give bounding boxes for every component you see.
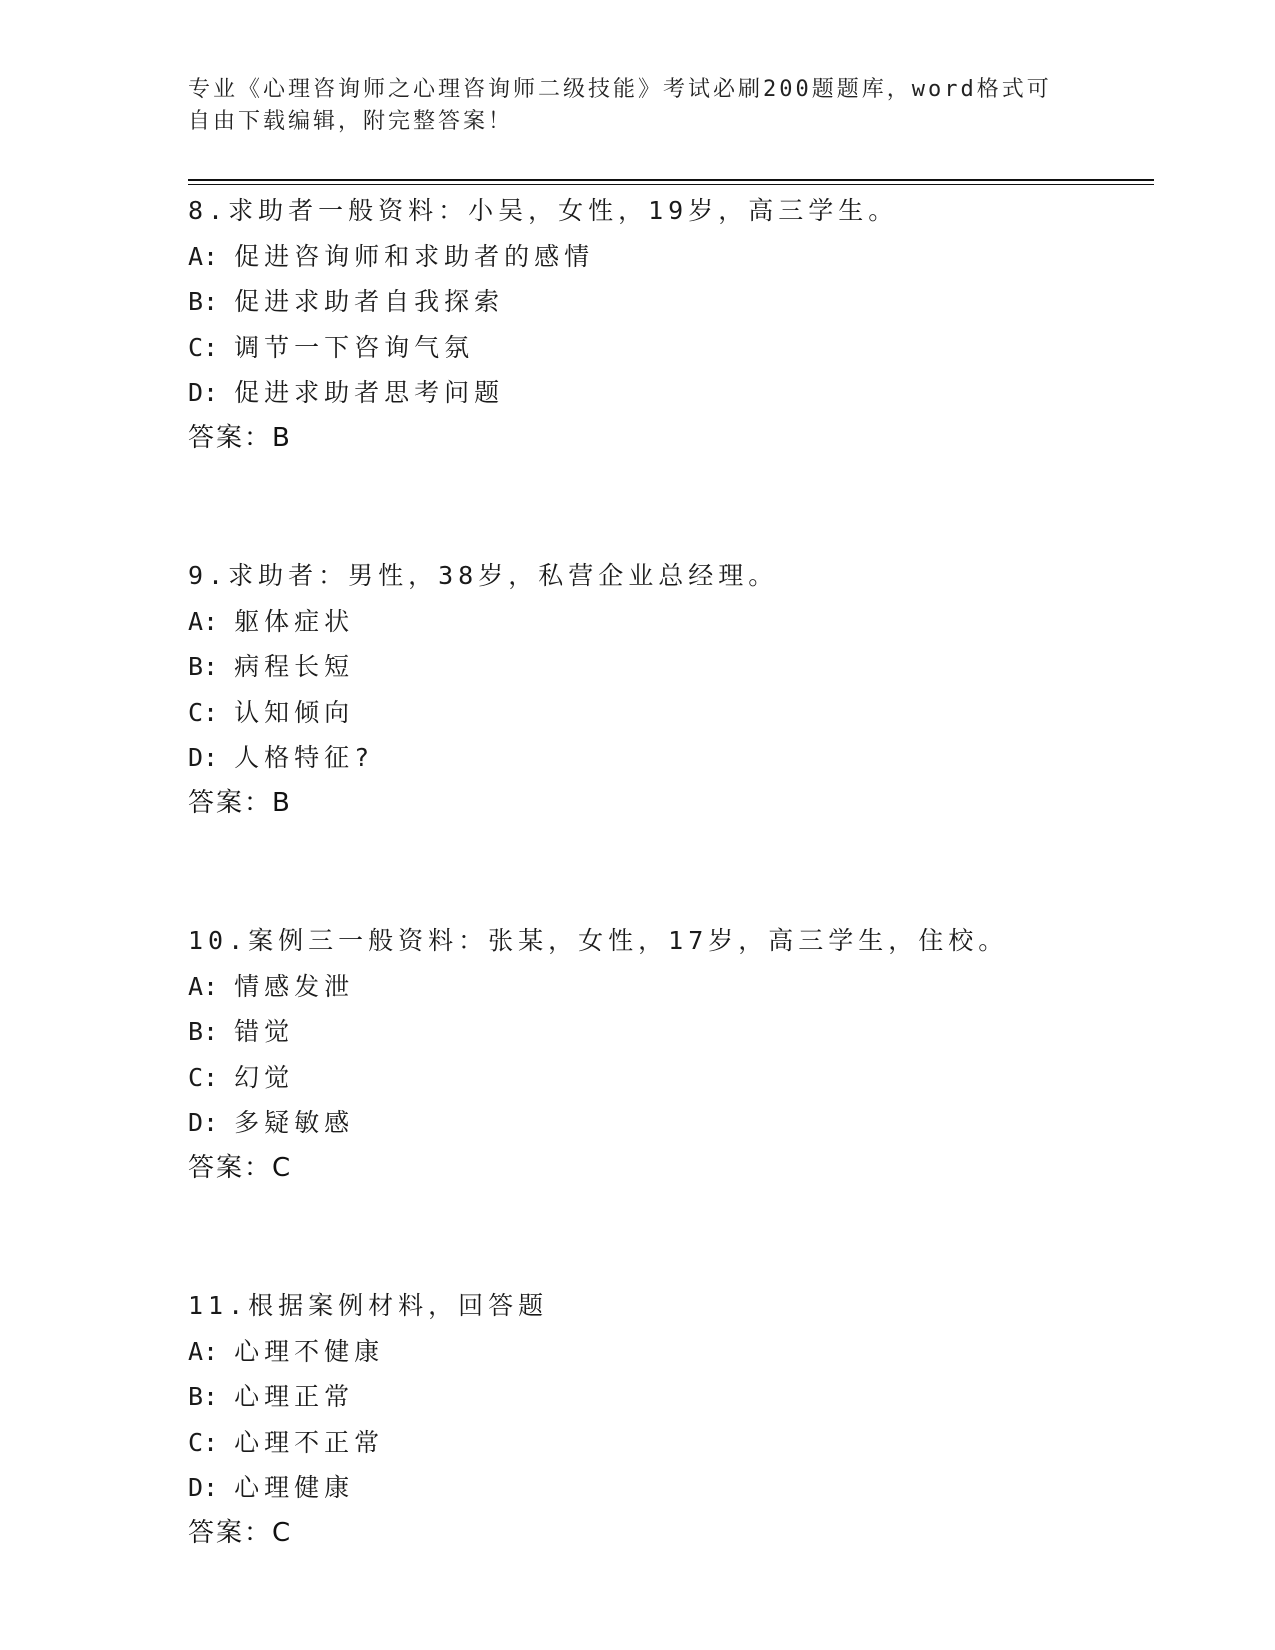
option-b bbox=[188, 644, 1168, 690]
option-label: D: bbox=[188, 1473, 219, 1502]
option-label: B: bbox=[188, 287, 219, 316]
option-text: 心理不正常 bbox=[234, 1427, 385, 1457]
option-text: 促进求助者自我探索 bbox=[234, 287, 505, 316]
option-label: A: bbox=[188, 606, 219, 636]
option-text: 心理健康 bbox=[234, 1473, 355, 1502]
option-text: 促进求助者思考问题 bbox=[234, 378, 505, 407]
option-label: A: bbox=[188, 1336, 219, 1366]
question-stem: 10.案例三一般资料：张某，女性，17岁，高三学生，住校。 bbox=[188, 926, 1009, 955]
answer-line: 答案：B bbox=[188, 422, 292, 453]
option-b bbox=[188, 1009, 1168, 1055]
option-label: C: bbox=[188, 332, 219, 362]
question-9 bbox=[188, 553, 1168, 826]
question-spacer bbox=[188, 461, 1168, 553]
option-label: C: bbox=[188, 1427, 219, 1457]
option-text: 人格特征? bbox=[234, 743, 375, 772]
option-label: C: bbox=[188, 1062, 219, 1092]
option-d bbox=[188, 735, 1168, 781]
option-d bbox=[188, 1100, 1168, 1146]
question-stem: 8.求助者一般资料：小吴，女性，19岁，高三学生。 bbox=[188, 196, 899, 225]
option-text: 情感发泄 bbox=[234, 971, 355, 1001]
option-text: 促进咨询师和求助者的感情 bbox=[234, 241, 595, 271]
option-label: D: bbox=[188, 1108, 219, 1137]
option-label: D: bbox=[188, 743, 219, 772]
option-label: A: bbox=[188, 241, 219, 271]
document-header-description: 专业《心理咨询师之心理咨询师二级技能》考试必刷200题题库，word格式可自由下载编辑，附完整答案！ bbox=[188, 77, 1052, 134]
option-text: 调节一下咨询气氛 bbox=[234, 332, 475, 362]
option-label: D: bbox=[188, 378, 219, 407]
option-label: B: bbox=[188, 1382, 219, 1411]
option-text: 多疑敏感 bbox=[234, 1108, 355, 1137]
option-a bbox=[188, 234, 1168, 280]
question-stem: 9.求助者：男性，38岁，私营企业总经理。 bbox=[188, 561, 779, 590]
option-text: 心理正常 bbox=[234, 1382, 355, 1411]
option-c bbox=[188, 325, 1168, 371]
option-text: 病程长短 bbox=[234, 652, 355, 681]
option-label: A: bbox=[188, 971, 219, 1001]
header-divider bbox=[188, 179, 1154, 185]
question-spacer bbox=[188, 826, 1168, 918]
option-d bbox=[188, 370, 1168, 416]
option-a bbox=[188, 599, 1168, 645]
option-text: 心理不健康 bbox=[234, 1336, 385, 1366]
option-label: C: bbox=[188, 697, 219, 727]
option-text: 幻觉 bbox=[234, 1062, 295, 1092]
answer-line: 答案：C bbox=[188, 1517, 293, 1548]
option-text: 认知倾向 bbox=[234, 697, 355, 727]
option-text: 错觉 bbox=[234, 1017, 295, 1046]
question-spacer bbox=[188, 1191, 1168, 1283]
option-label: B: bbox=[188, 1017, 219, 1046]
option-b bbox=[188, 279, 1168, 325]
answer-line: 答案：C bbox=[188, 1152, 293, 1183]
question-11 bbox=[188, 1283, 1168, 1556]
option-c bbox=[188, 1420, 1168, 1466]
option-c bbox=[188, 1055, 1168, 1101]
option-d bbox=[188, 1465, 1168, 1511]
option-b bbox=[188, 1374, 1168, 1420]
option-text: 躯体症状 bbox=[234, 606, 355, 636]
option-c bbox=[188, 690, 1168, 736]
question-8 bbox=[188, 188, 1168, 461]
option-a bbox=[188, 964, 1168, 1010]
question-stem: 11.根据案例材料，回答题 bbox=[188, 1291, 549, 1320]
question-10 bbox=[188, 918, 1168, 1191]
option-a bbox=[188, 1329, 1168, 1375]
option-label: B: bbox=[188, 652, 219, 681]
answer-line: 答案：B bbox=[188, 787, 292, 818]
question-list bbox=[188, 188, 1168, 1556]
